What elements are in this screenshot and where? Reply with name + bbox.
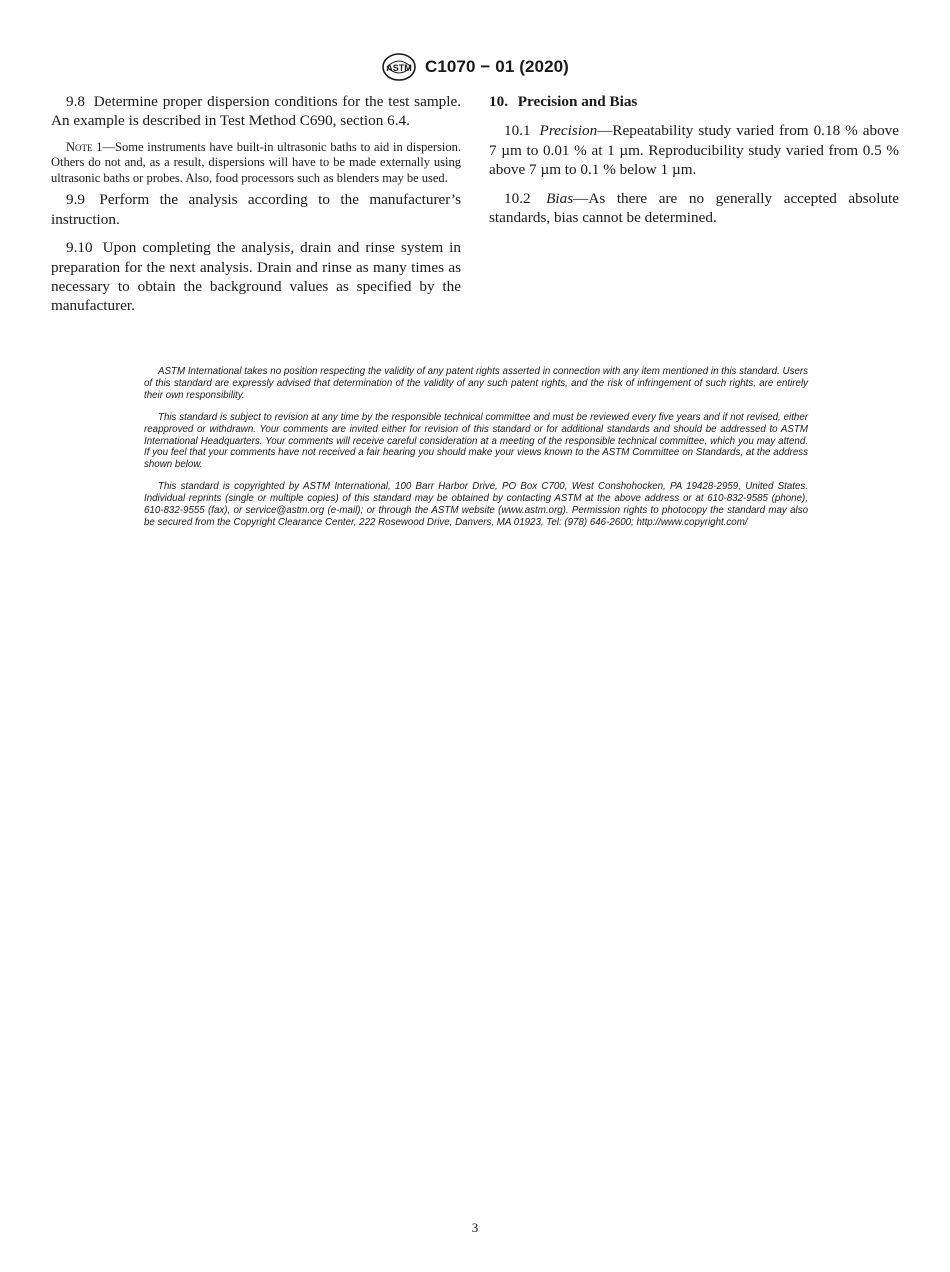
note-1 xyxy=(51,140,461,187)
note-label: Note 1 xyxy=(66,139,103,154)
paragraph-text: —As there are no generally accepted absolute standards, bias cannot be determined. xyxy=(489,189,899,227)
note-text: —Some instruments have built-in ultrasonic baths to aid in dispersion. Others do not and, as a result, dispersions will have to be made externally using ultrasonic baths or probes. Also, food processors such as blenders may be used. xyxy=(51,139,462,185)
legal-notices xyxy=(144,366,808,539)
document-designation: C1070 − 01 (2020) xyxy=(425,57,569,76)
section-title: Precision and Bias xyxy=(517,93,638,110)
revision-notice: This standard is subject to revision at any time by the responsible technical committee and must be reviewed every five years and if not revised, either reapproved or withdrawn. Your comments are invited either for revision of this standard or for additional standards and should be addressed to ASTM International Headquarters. Your comments will receive careful consideration at a meeting of the responsible technical committee, which you may attend. If you feel that your comments have not received a fair hearing you should make your views known to the ASTM Committee on Standards, at the address shown below. xyxy=(144,411,808,471)
patent-notice: ASTM International takes no position respecting the validity of any patent rights asserted in connection with any item mentioned in this standard. Users of this standard are expressly advised that determination of the validity of any such patent rights, and the risk of infringement of such rights, are entirely their own responsibility. xyxy=(144,366,808,401)
paragraph-text: Perform the analysis according to the manufacturer’s instruction. xyxy=(51,191,462,228)
paragraph-text: Upon completing the analysis, drain and rinse system in preparation for the next analysis. Drain and rinse as many times as necessary to obtain the background values as specified by the manufacturer. xyxy=(51,239,461,315)
paragraph-10-2 xyxy=(489,189,899,228)
paragraph-9-10 xyxy=(51,238,461,316)
page-number: 3 xyxy=(471,1220,479,1235)
paragraph-number: 9.8 xyxy=(66,93,85,110)
paragraph-text: Determine proper dispersion conditions for the test sample. An example is described in Test Method C690, section 6.4. xyxy=(51,93,462,130)
paragraph-number: 10.2 xyxy=(504,189,531,207)
section-heading-10 xyxy=(489,92,899,111)
paragraph-9-9 xyxy=(51,190,461,229)
page-header xyxy=(0,52,950,82)
copyright-notice: This standard is copyrighted by ASTM International, 100 Barr Harbor Drive, PO Box C700, West Conshohocken, PA 19428-2959, United States. Individual reprints (single or multiple copies) of this standard may be obtained by contacting ASTM at the above address or at 610-832-9585 (phone), 610-832-9555 (fax), or service@astm.org (e-mail); or through the ASTM website (www.astm.org). Permission rights to photocopy the standard may also be secured from the Copyright Clearance Center, 222 Rosewood Drive, Danvers, MA 01923, Tel: (978) 646-2600; http://www.copyright.com/ xyxy=(144,481,808,528)
paragraph-9-8 xyxy=(51,92,461,131)
paragraph-number: 9.10 xyxy=(66,239,93,257)
section-number: 10. xyxy=(489,93,508,110)
paragraph-term: Precision xyxy=(539,122,598,140)
paragraph-number: 9.9 xyxy=(66,191,85,209)
logo-text: ASTM xyxy=(386,63,412,73)
paragraph-term: Bias xyxy=(546,189,574,207)
right-column xyxy=(489,92,899,236)
paragraph-number: 10.1 xyxy=(504,122,531,140)
paragraph-text: —Repeatability study varied from 0.18 % above 7 µm to 0.01 % at 1 µm. Reproducibility study varied from 0.5 % above 7 µm to 0.1 % below 1 µm. xyxy=(489,122,899,179)
left-column xyxy=(51,92,461,325)
paragraph-10-1 xyxy=(489,121,899,179)
astm-logo-icon xyxy=(381,52,417,82)
